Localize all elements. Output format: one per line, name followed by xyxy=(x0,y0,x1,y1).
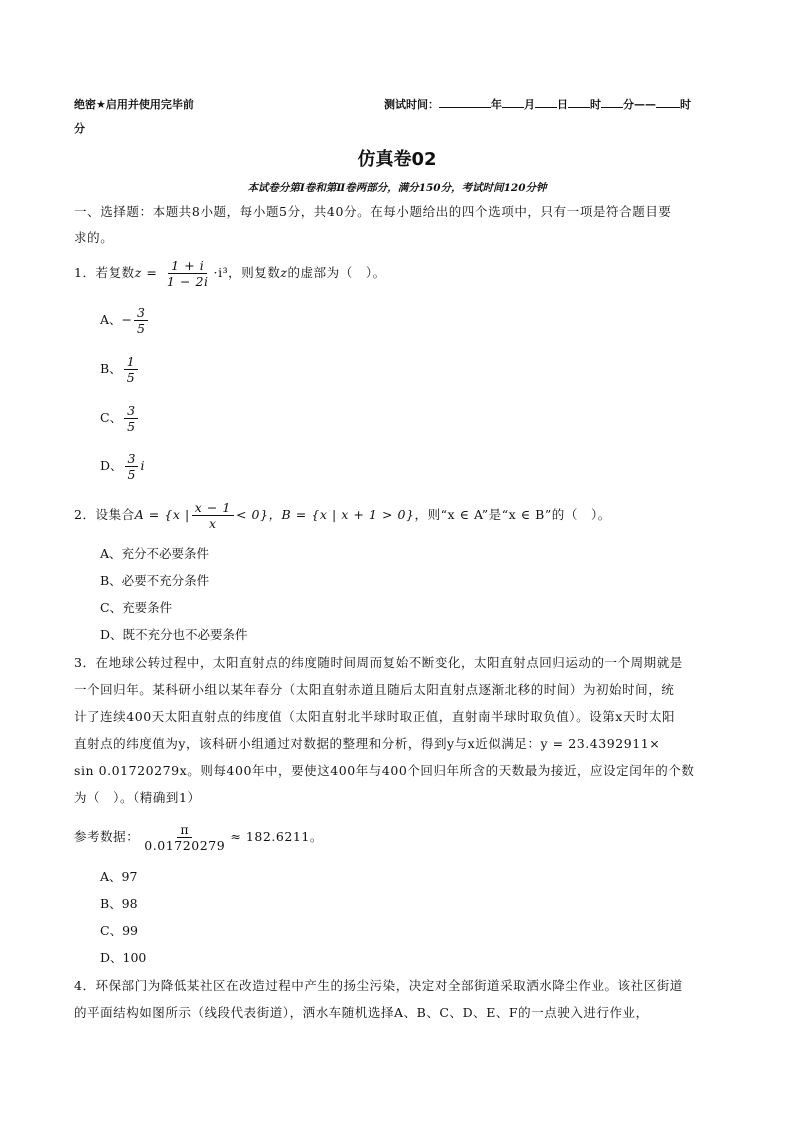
q1-option-b[interactable] xyxy=(100,354,140,385)
confidential-note-wrap: 分 xyxy=(74,122,85,135)
section-heading-line2: 求的。 xyxy=(74,230,114,245)
q3-option-d[interactable]: D、100 xyxy=(100,950,147,965)
q3-reference-den: 0.01720279 xyxy=(144,838,226,853)
q1-equals: = xyxy=(141,265,162,280)
day-label: 日 xyxy=(557,98,568,111)
q2-set-a-right: < 0}， xyxy=(235,507,282,522)
question-2 xyxy=(74,500,734,531)
page-title: 仿真卷02 xyxy=(357,149,437,170)
q3-line2: 一个回归年。某科研小组以某年春分（太阳直射赤道且随后太阳直射点逐渐北移的时间）为初始时间，统 xyxy=(74,682,675,697)
q1-option-c-label: C、 xyxy=(100,410,123,425)
q1-option-d-label: D、 xyxy=(100,458,123,473)
q2-option-a[interactable]: A、充分不必要条件 xyxy=(100,546,210,561)
minute-label: 分—— xyxy=(623,98,656,111)
q2-fraction-den: x xyxy=(209,516,217,531)
year-label: 年 xyxy=(491,98,502,111)
q1-end: 的虚部为（ ）。 xyxy=(287,265,386,280)
end-hour-label: 时 xyxy=(680,98,691,111)
q1-tail: ·i³，则复数 xyxy=(213,265,281,280)
q2-tail: ，则“x ∈ A”是“x ∈ B”的（ ）。 xyxy=(414,507,611,522)
confidential-note: 绝密★启用并使用完毕前 xyxy=(74,98,194,111)
q1-option-c[interactable] xyxy=(100,403,140,434)
q1-fraction xyxy=(164,258,212,289)
q1-option-d[interactable] xyxy=(100,451,144,482)
section-heading xyxy=(74,199,724,251)
q3-line6: 为（ ）。（精确到1） xyxy=(74,790,201,805)
q1-option-c-den: 5 xyxy=(127,419,136,434)
q1-option-a-den: 5 xyxy=(137,321,145,336)
q1-option-b-num: 1 xyxy=(124,354,138,370)
q1-option-d-frac xyxy=(125,451,139,482)
q1-option-d-den: 5 xyxy=(127,467,136,482)
q2-fraction xyxy=(192,500,234,531)
q1-option-a-label: A、 xyxy=(100,312,122,327)
q1-option-b-frac xyxy=(124,354,138,385)
q3-line1: 3．在地球公转过程中，太阳直射点的纬度随时间周而复始不断变化，太阳直射点回归运动的一个周期就是 xyxy=(74,655,683,670)
q1-option-a[interactable] xyxy=(100,305,150,336)
q1-option-c-num: 3 xyxy=(124,403,138,419)
q1-option-d-num: 3 xyxy=(125,451,139,467)
q3-reference-label: 参考数据： xyxy=(74,829,140,844)
q2-option-c[interactable]: C、充要条件 xyxy=(100,600,173,615)
q4-line1: 4．环保部门为降低某社区在改造过程中产生的扬尘污染，决定对全部街道采取洒水降尘作业。该社区街道 xyxy=(74,978,683,993)
q1-var-z2: z xyxy=(280,265,288,280)
q1-option-b-label: B、 xyxy=(100,361,122,376)
month-blank xyxy=(502,97,524,108)
q3-reference-fraction xyxy=(141,822,228,853)
q2-prefix: 2．设集合 xyxy=(74,507,135,522)
year-blank xyxy=(439,97,491,108)
q2-set-a-left: A = {x | xyxy=(134,507,190,522)
q3-option-c[interactable]: C、99 xyxy=(100,923,138,938)
q3-line5: sin 0.01720279x。则每400年中，要使这400年与400个回归年所含的天数最为接近，应设定闰年的个数 xyxy=(74,763,695,778)
q1-option-d-suffix: i xyxy=(140,458,145,473)
q4-line2: 的平面结构如图所示（线段代表街道），洒水车随机选择A、B、C、D、E、F的一点驶入进行作业， xyxy=(74,1005,649,1020)
q3-reference-num: π xyxy=(177,822,192,838)
q1-option-a-frac xyxy=(134,305,148,336)
q2-fraction-num: x − 1 xyxy=(192,500,234,516)
q1-var-z: z xyxy=(134,265,142,280)
month-label: 月 xyxy=(524,98,535,111)
q1-option-c-frac xyxy=(124,403,138,434)
q2-option-d[interactable]: D、既不充分也不必要条件 xyxy=(100,627,248,642)
exam-instructions: 本试卷分第Ⅰ卷和第Ⅱ卷两部分，满分150分，考试时间120分钟 xyxy=(247,182,547,194)
q2-set-b: B = {x | x + 1 > 0} xyxy=(281,507,415,522)
hour-label: 时 xyxy=(590,98,601,111)
q1-prefix: 1．若复数 xyxy=(74,265,135,280)
end-blank xyxy=(656,97,680,108)
section-heading-line1: 一、选择题：本题共8小题，每小题5分，共40分。在每小题给出的四个选项中，只有一项是符合题目要 xyxy=(74,204,672,219)
q2-option-b[interactable]: B、必要不充分条件 xyxy=(100,573,210,588)
q1-option-a-num: 3 xyxy=(134,305,148,321)
q3-option-a[interactable]: A、97 xyxy=(100,869,138,884)
question-1 xyxy=(74,258,734,289)
q3-reference-tail: ≈ 182.6211。 xyxy=(230,829,323,844)
q1-fraction-num: 1 + i xyxy=(168,258,207,274)
q3-reference xyxy=(74,822,734,853)
q1-fraction-den: 1 − 2i xyxy=(166,274,209,289)
minute-blank xyxy=(601,97,623,108)
test-time-line xyxy=(384,96,691,112)
day-blank xyxy=(535,97,557,108)
test-time-label: 测试时间： xyxy=(384,98,439,111)
hour-blank xyxy=(568,97,590,108)
q1-option-b-den: 5 xyxy=(126,370,135,385)
q1-option-a-sign: − xyxy=(121,312,133,327)
q3-line4: 直射点的纬度值为y，该科研小组通过对数据的整理和分析，得到y与x近似满足：y = 23.4392911× xyxy=(74,736,661,751)
q3-option-b[interactable]: B、98 xyxy=(100,896,138,911)
q3-line3: 计了连续400天太阳直射点的纬度值（太阳直射北半球时取正值，直射南半球时取负值）。设第x天时太阳 xyxy=(74,709,676,724)
